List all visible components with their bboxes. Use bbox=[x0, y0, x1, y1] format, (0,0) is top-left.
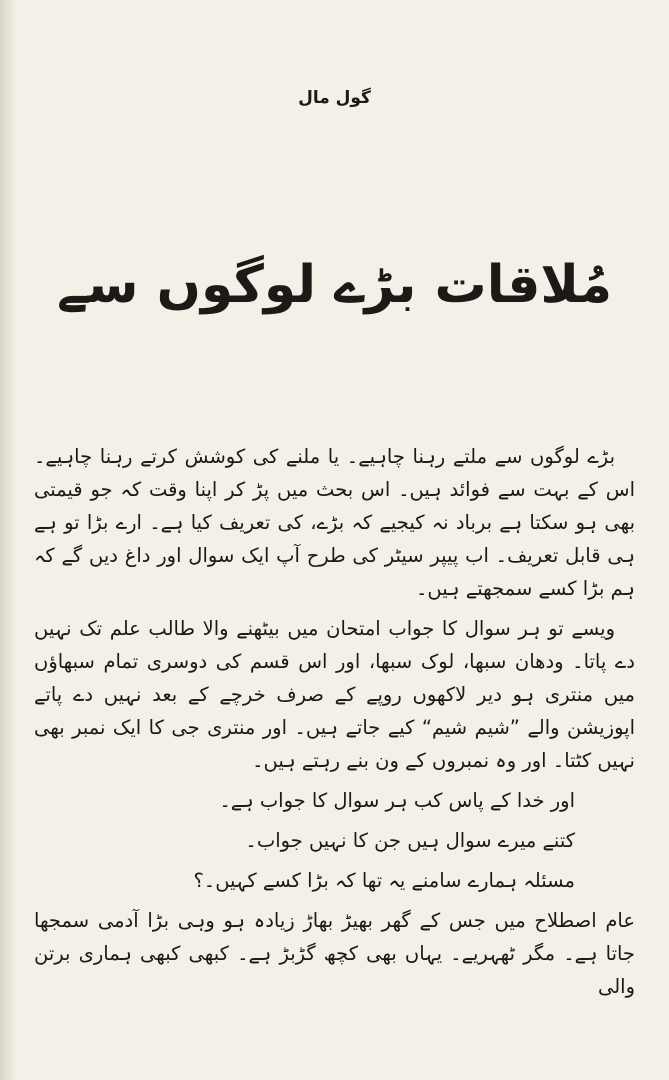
chapter-title: مُلاقات بڑے لوگوں سے bbox=[56, 255, 613, 315]
paragraph: بڑے لوگوں سے ملتے رہنا چاہیے۔ یا ملنے کی کوشش کرتے رہنا چاہیے۔ اس کے بہت سے فوائد ہیں۔ اس بحث میں پڑ کر اپنا وقت کہ جو قیمتی بھی ہو سکتا ہے برباد نہ کیجیے کہ بڑے، کی تعریف کیا ہے۔ ارے بڑا تو ہے ہی قابل تعریف۔ اب پیپر سیٹر کی طرح آپ ایک سوال اور داغ دیں گے کہ ہم بڑا کسے سمجھتے ہیں۔ bbox=[34, 445, 635, 600]
paragraph: اور خدا کے پاس کب ہر سوال کا جواب ہے۔ bbox=[219, 789, 575, 812]
paragraph: ویسے تو ہر سوال کا جواب امتحان میں بیٹھنے والا طالب علم تک نہیں دے پاتا۔ ودھان سبھا، لوک سبھا، اور اس قسم کی دوسری تمام سبھاؤں میں منتری ہو دیر لاکھوں روپے کے صرف خرچے کے بعد نہیں دے پاتے اپوزیشن والے ”شیم شیم“ کیے جاتے ہیں۔ اور منتری جی کا ایک نمبر بھی نہیں کٹتا۔ اور وہ نمبروں کے ون بنے رہتے ہیں۔ bbox=[34, 617, 635, 772]
paragraph: کتنے میرے سوال ہیں جن کا نہیں جواب۔ bbox=[245, 829, 575, 852]
paragraph: عام اصطلاح میں جس کے گھر بھیڑ بھاڑ زیادہ ہو وہی بڑا آدمی سمجھا جاتا ہے۔ مگر ٹھہریے۔ یہاں بھی کچھ گڑبڑ ہے۔ کبھی کبھی ہماری برتن والی bbox=[34, 909, 635, 998]
body-text bbox=[34, 440, 635, 1010]
running-head: گول مال bbox=[298, 88, 371, 108]
paragraph: مسئلہ ہمارے سامنے یہ تھا کہ بڑا کسے کہیں۔؟ bbox=[193, 869, 575, 892]
